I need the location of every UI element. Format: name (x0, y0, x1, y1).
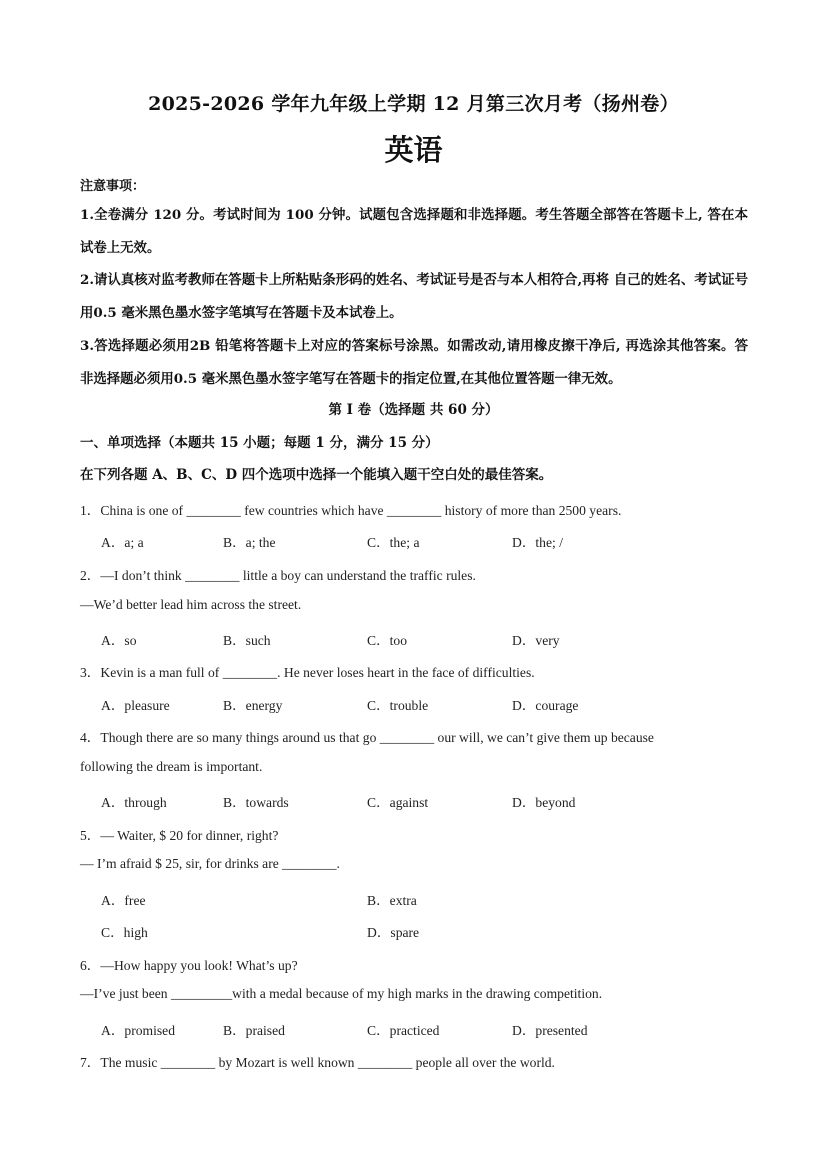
question-line: —We’d better lead him across the street. (80, 597, 302, 612)
question-stem: 3．Kevin is a man full of ________. He never loses heart in the face of difficulties. (80, 665, 535, 680)
option-a: A．so (101, 633, 137, 648)
option-b: B．extra (367, 893, 417, 908)
option-b: B．such (223, 633, 271, 648)
option-c: C．high (101, 925, 148, 940)
question-line: — I’m afraid $ 25, sir, for drinks are ________. (80, 856, 340, 871)
option-c: C．practiced (367, 1023, 440, 1038)
question-line: following the dream is important. (80, 759, 263, 774)
note-item: 3.答选择题必须用2B 铅笔将答题卡上对应的答案标号涂黑。如需改动,请用橡皮擦干净后, 再选涂其他答案。答非选择题必须用0.5 毫米黑色墨水签字笔写在答题卡的指定位置,在其他位置答题一律无效。 (80, 337, 748, 387)
exam-title: 2025-2026 学年九年级上学期 12 月第三次月考（扬州卷） (148, 93, 679, 115)
option-a: A．promised (101, 1023, 176, 1038)
option-b: B．a; the (223, 535, 276, 550)
subject-title: 英语 (384, 133, 443, 167)
notes-heading: 注意事项： (80, 179, 146, 194)
option-b: B．energy (223, 698, 283, 713)
option-a: A．a; a (101, 535, 144, 550)
option-d: D．beyond (512, 795, 576, 810)
option-c: C．against (367, 795, 429, 810)
question-stem: 7．The music ________ by Mozart is well known ________ people all over the world. (80, 1055, 555, 1070)
part-title: 一、单项选择（本题共 15 小题；每题 1 分，满分 15 分） (80, 435, 439, 451)
option-a: A．free (101, 893, 146, 908)
option-a: A．through (101, 795, 167, 810)
option-d: D．spare (367, 925, 420, 940)
question-stem: 1．China is one of ________ few countries which have ________ history of more than 2500 years. (80, 503, 622, 518)
question-stem: 4．Though there are so many things around us that go ________ our will, we can’t give them up because (80, 730, 654, 745)
option-d: D．presented (512, 1023, 588, 1038)
question-stem: 6．—How happy you look! What’s up? (80, 958, 298, 973)
question-stem: 2．—I don’t think ________ little a boy can understand the traffic rules. (80, 568, 476, 583)
option-d: D．the; / (512, 535, 563, 550)
section-title: 第 I 卷（选择题 共 60 分） (328, 402, 499, 418)
option-a: A．pleasure (101, 698, 170, 713)
option-c: C．trouble (367, 698, 429, 713)
note-item: 2.请认真核对监考教师在答题卡上所粘贴条形码的姓名、考试证号是否与本人相符合,再将 自己的姓名、考试证号用0.5 毫米黑色墨水签字笔填写在答题卡及本试卷上。 (80, 272, 748, 322)
option-d: D．very (512, 633, 560, 648)
option-c: C．too (367, 633, 408, 648)
question-stem: 5．— Waiter, $ 20 for dinner, right? (80, 828, 279, 843)
option-b: B．praised (223, 1023, 285, 1038)
part-instruction: 在下列各题 A、B、C、D 四个选项中选择一个能填入题干空白处的最佳答案。 (80, 467, 553, 483)
note-item: 1.全卷满分 120 分。考试时间为 100 分钟。试题包含选择题和非选择题。考生答题全部答在答题卡上, 答在本试卷上无效。 (80, 207, 748, 256)
option-b: B．towards (223, 795, 289, 810)
notes-list (80, 199, 748, 395)
question-line: —I’ve just been _________with a medal because of my high marks in the drawing competition. (80, 986, 603, 1001)
option-d: D．courage (512, 698, 579, 713)
option-c: C．the; a (367, 535, 420, 550)
